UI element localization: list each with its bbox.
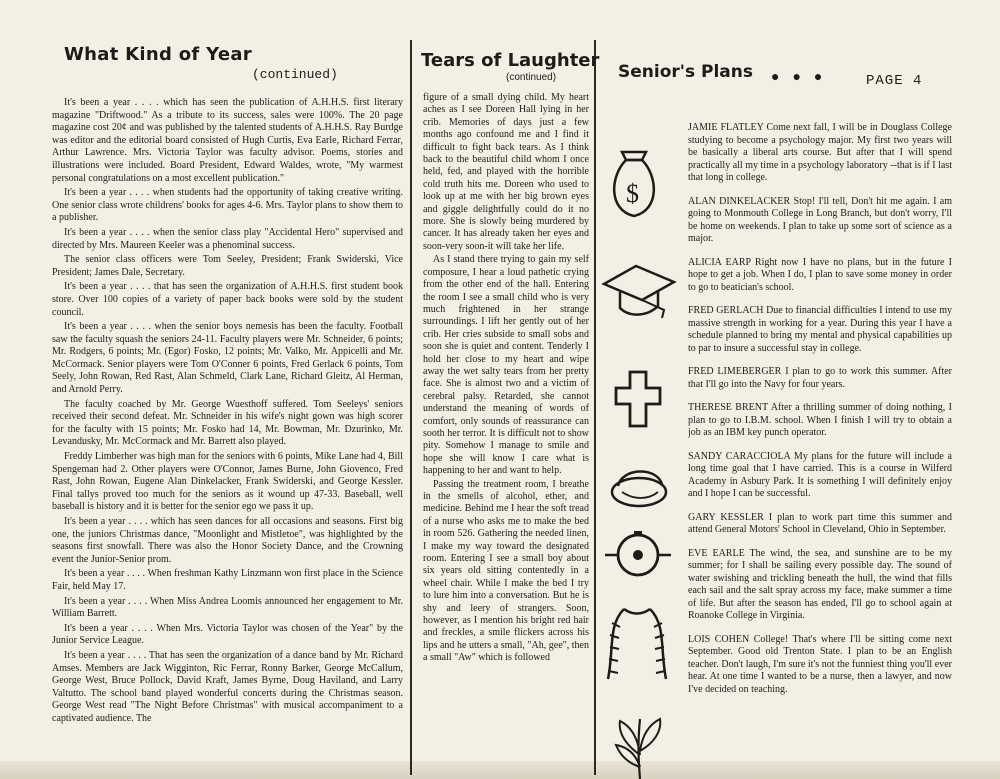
paragraph: It's been a year . . . . When freshman Kathy Linzmann won first place in the Science Fair, held May 17. [52,568,403,592]
paragraph: As I stand there trying to gain my self composure, I hear a loud pathetic crying from the other end of the hall. Entering the room I see a small child who is very much frightened in her strange surroundings. I lift her gently out of her crib. Her cries subside to small sobs and soon she is quiet and content. Tenderly I hold her close to my heart and wipe away the wet salty tears from her pretty face. She is almost two and a victim of cerebral palsy. Retarded, she cannot understand the meaning of words of comfort, only sounds of reassurance can sooth her terror. It is difficult not to show pity. Somehow I manage to smile and hope she will know I care what is happening to her and want to help. [423,254,589,477]
senior-entry: THERESE BRENT After a thrilling summer of doing nothing, I plan to go to I.B.M. school. When I finish I will try to obtain a job as an IBM key punch operator. [688,402,952,438]
paragraph: Freddy Limberher was high man for the seniors with 6 points, Mike Lane had 4, Bill Spengeman had 2. Other players were O'Connor, James Burne, John Giovenco, Fred Rast, John Rowan, Eugene Alan Dinkelacker, Frank Swiderski, and George Kessler. Final tallys proved too much for the seniors as it wound up 47-33. Baseball, well baseball is history and it is better for the senior ego we pass it up. [52,451,403,513]
senior-entry: SANDY CARACCIOLA My plans for the future will include a long time goal that I have carried. This is a course in Wilferd Academy in Asbury Park. It is something I will definitely enjoy and I hope I can be successful. [688,450,952,499]
paragraph: figure of a small dying child. My heart aches as I see Doreen Hall lying in her crib. Memories of days just a few months ago confound me and I find it difficult to fight back tears. As I think back to the beautiful child whom I once held, fed, and played with the horrible cold truth hits me. Doreen who used to look up at me with her big brown eyes and giggle delightfully could do it no more. She is slowly being murdered by cancer. It has already taken her eyes and soon-very soon-it will take her life. [423,92,589,252]
paragraph: The senior class officers were Tom Seeley, President; Frank Swiderski, Vice President; James Dale, Secretary. [52,254,403,278]
article-what-kind-of-year [52,97,403,777]
senior-entry: EVE EARLE The wind, the sea, and sunshine are to be my summer; for I shall be sailing every possible day. The sound of water swishing and trickling beneath the hull, the wind that fills each sail and the salt spray across my face, make summer a time of life. But after the season has ended, I'll go to school again at Roanoke College in Virginia. [688,547,952,621]
nurse-cap-icon [608,462,670,510]
svg-text:$: $ [626,179,639,208]
graduation-cap-icon [600,260,678,322]
article-seniors-plans [688,122,952,778]
paragraph: It's been a year . . . . when students had the opportunity of taking creative writing. One senior class wrote childrens' books for ages 4-6. Mrs. Taylor plans to show them to a publisher. [52,187,403,224]
col2-continued: (continued) [506,72,557,83]
alarm-clock-icon [603,525,673,581]
col1-continued: (continued) [252,67,338,82]
senior-entry: ALICIA EARP Right now I have no plans, but in the future I hope to get a job. When I do, I plan to save some money in order to go to beatician's school. [688,256,952,293]
plant-icon [612,715,668,779]
paragraph: It's been a year . . . . that has seen the organization of A.H.H.S. first student book store. Over 100 copies of a variety of paper back books were sold by the student council. [52,281,403,318]
senior-entry: FRED GERLACH Due to financial difficulties I intend to use my massive strength in working for a year. During this year I have a schedule planned to bring my mental and physical capabilities up to par to insure a successful stay in college. [688,305,952,354]
col3-title: Senior's Plans [618,62,753,82]
article-tears-of-laughter [423,92,589,778]
senior-entry: LOIS COHEN College! That's where I'll be sitting come next September. Good old Trenton State. I plan to be an English teacher. Don't laugh, I'm sure it's not the funniest thing you'll ever hear. At one time I wanted to be a nurse, then a lawyer, and now I've decided on teaching. [688,633,952,695]
money-bag-icon [604,150,664,220]
paragraph: It's been a year . . . . which has seen dances for all occasions and seasons. First big one, the juniors Christmas dance, "Moonlight and Mistletoe", was highlighted by the seasons first snowfall. There was also the Honor Society Dance, and the Crowning event the Junior-Senior prom. [52,516,403,565]
cross-icon [614,370,662,428]
decorative-dots: ●●● [771,70,836,85]
paragraph: Passing the treatment room, I breathe in the smells of alcohol, ether, and medicine. Behind me I hear the soft tread of a nurse who asks me to make the bed in room 526. Gathering the needed linen, I make my way toward the designated room. Entering I see a small boy about six years old sitting contentedly in a wheel chair. While I make the bed I try to lure him into a conversation. But he is shy and leery of strangers. Soon, however, as I mention his bright red hair and freckles, a smile flickers across his lips and he utters a small, "Ah, gee", then a small "Aw" which is followed [423,478,589,664]
paragraph: It's been a year . . . . when the senior class play "Accidental Hero" supervised and directed by Mrs. Maureen Keeler was a phenominal success. [52,226,403,251]
senior-entry: ALAN DINKELACKER Stop! I'll tell, Don't hit me again. I am going to Monmouth College in Long Branch, but don't worry, I'll be home on weekends. I plan to take up some sort of science as a major. [688,195,952,244]
senior-entry: JAMIE FLATLEY Come next fall, I will be in Douglass College studying to become a psychology major. My first two years will be basically a liberal arts course. But after that I will spend practically all my time in a psychology laboratory --that is if I last that long in college. [688,122,952,183]
page-number: PAGE 4 [866,73,923,89]
paragraph: It's been a year . . . . which has seen the publication of A.H.H.S. first literary magazine "Driftwood." As a tribute to its success, sales were 100%. The 20 page magazine cost 20¢ and was published by the talented students of A.H.H.S. Ray Burdge was editor and the editorial board consisted of Hugh Curtis, Eva Earle, Richard Ferrar, Arthur Lawrence. Mrs. Victoria Taylor was faculty advisor. Poems, stories and illustrations were included. Board President, Edward Waldes, wrote, "My warmest personal congratulations on a most excellent publication." [52,97,403,184]
paragraph: It's been a year . . . . When Mrs. Victoria Taylor was chosen of the Year" by the Junior Service League. [52,622,403,647]
column-divider [410,40,412,775]
paragraph: The faculty coached by Mr. George Wuesthoff suffered. Tom Seeleys' seniors received their second defeat. Mr. Schneider in his wife's night gown was high scorer for the faculty with 15 points; Mr. Fosko had 14, Mr. Bowman, Mr. Dzurinko, Mr. Levandusky, Mr. McCormack and Mr. Barrett also played. [52,398,403,448]
col2-title: Tears of Laughter [421,50,600,71]
column-divider [594,40,596,775]
paragraph: It's been a year . . . . When Miss Andrea Loomis announced her engagement to Mr. William Barrett. [52,595,403,620]
senior-entry: FRED LIMEBERGER I plan to go to work this summer. After that I'll go into the Navy for four years. [688,366,952,390]
paragraph: It's been a year . . . . when the senior boys nemesis has been the faculty. Football saw the faculty squash the seniors 24-11. Faculty players were Mr. Schneider, 6 points; Mr. Rodgers, 6 points; Mr. (Egor) Fosko, 12 points; Mr. Valko, Mr. Appicelli and Mr. McCormack. Senior players were Tom O'Conner 6 points, Fred Gerlack 6 points, Tom Seely, John Rowan, Red Rast, Alan Schmeld, Clark Lane, Richard Gleitz, Al Herman, and Arnold Perry. [52,321,403,396]
paragraph: It's been a year . . . . That has seen the organization of a dance band by Mr. Richard Amses. Members are Jack Wigginton, Ric Ferrar, Ronny Barker, George McCallum, George West, Bruce Pollock, David Kraft, James Byrne, Doug Haviland, and Larry Valtutto. The school band played wonderful concerts during the Christmas season. George West read "The Night Before Christmas" with musical accompaniment to a captivated audience. The [52,649,403,724]
col1-title: What Kind of Year [64,44,252,65]
rope-tassel-icon [604,605,670,687]
senior-entry: GARY KESSLER I plan to work part time this summer and attend General Motors' School in Cleveland, Ohio in September. [688,511,952,535]
